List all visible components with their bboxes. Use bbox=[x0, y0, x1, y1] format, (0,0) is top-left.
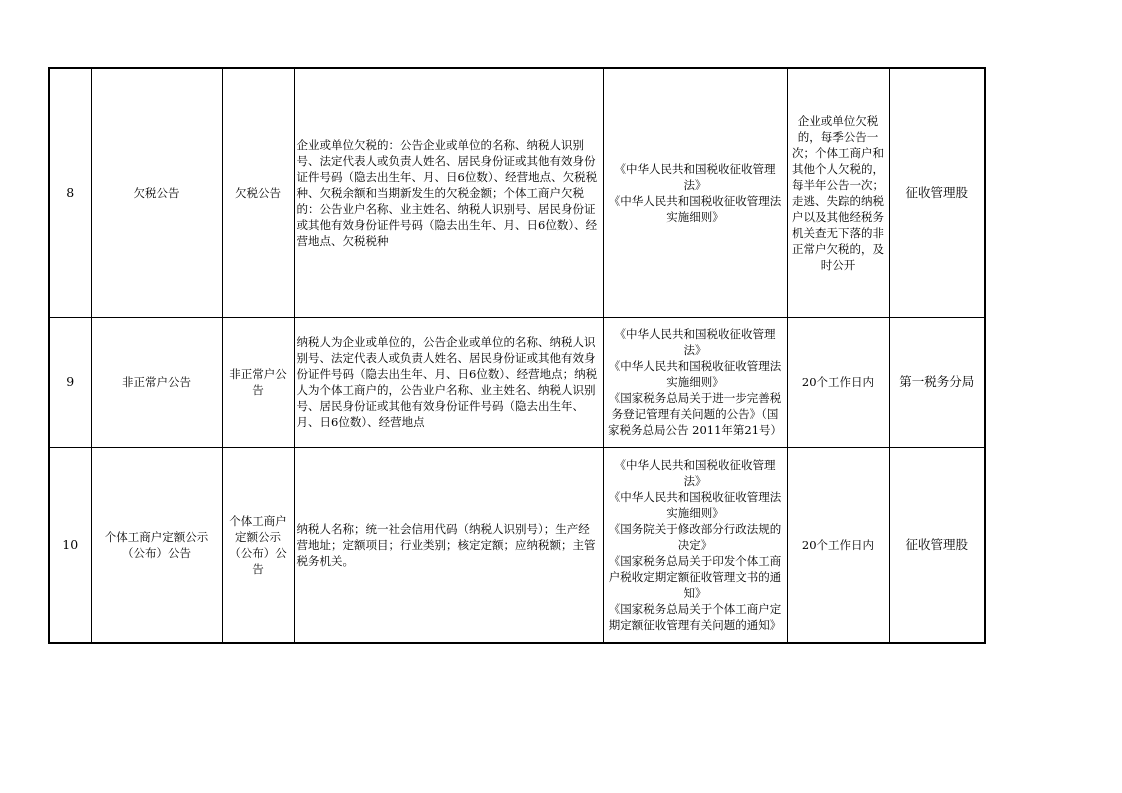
row-number: 9 bbox=[49, 317, 91, 447]
responsible-department: 征收管理股 bbox=[889, 68, 985, 317]
legal-basis-item: 《中华人民共和国税收征收管理法》 bbox=[614, 161, 776, 192]
subitem-name: 个体工商户定额公示（公布）公告 bbox=[222, 447, 294, 643]
disclosure-content: 纳税人名称；统一社会信用代码（纳税人识别号）；生产经营地址；定额项目；行业类别；核定定额；应纳税额；主管税务机关。 bbox=[294, 447, 603, 643]
table-row bbox=[49, 447, 985, 643]
item-name: 非正常户公告 bbox=[91, 317, 222, 447]
subitem-name: 欠税公告 bbox=[222, 68, 294, 317]
legal-basis-item: 《国家税务总局关于进一步完善税务登记管理有关问题的公告》（国家税务总局公告 2011年第21号） bbox=[607, 391, 783, 437]
legal-basis-item: 《国务院关于修改部分行政法规的决定》 bbox=[608, 521, 782, 552]
row-number: 10 bbox=[49, 447, 91, 643]
responsible-department: 第一税务分局 bbox=[889, 317, 985, 447]
subitem-name: 非正常户公告 bbox=[222, 317, 294, 447]
disclosure-timing: 20个工作日内 bbox=[787, 447, 889, 643]
legal-basis-item: 《中华人民共和国税收征收管理法实施细则》 bbox=[608, 359, 782, 389]
table-row bbox=[49, 68, 985, 317]
item-name: 个体工商户定额公示（公布）公告 bbox=[91, 447, 222, 643]
disclosure-content: 企业或单位欠税的：公告企业或单位的名称、纳税人识别号、法定代表人或负责人姓名、居民身份证或其他有效身份证件号码（隐去出生年、月、日6位数）、经营地点、欠税税种、欠税余额和当期新发生的欠税金额；个体工商户欠税的：公告业户名称、业主姓名、纳税人识别号、居民身份证或其他有效身份证件号码（隐去出生年、月、日6位数）、经营地点、欠税税种 bbox=[294, 68, 603, 317]
legal-basis-item: 《国家税务总局关于印发个体工商户税收定期定额征收管理文书的通知》 bbox=[608, 553, 782, 600]
responsible-department: 征收管理股 bbox=[889, 447, 985, 643]
legal-basis-item: 《中华人民共和国税收征收管理法》 bbox=[614, 457, 776, 488]
legal-basis-item: 《国家税务总局关于个体工商户定期定额征收管理有关问题的通知》 bbox=[608, 601, 782, 632]
disclosure-timing: 企业或单位欠税的，每季公告一次；个体工商户和其他个人欠税的，每半年公告一次；走逃、失踪的纳税户以及其他经税务机关查无下落的非正常户欠税的，及时公开 bbox=[787, 68, 889, 317]
disclosure-table bbox=[48, 67, 986, 644]
disclosure-content: 纳税人为企业或单位的，公告企业或单位的名称、纳税人识别号、法定代表人或负责人姓名、居民身份证或其他有效身份证件号码（隐去出生年、月、日6位数）、经营地点；纳税人为个体工商户的，公告业户名称、业主姓名、纳税人识别号、居民身份证或其他有效身份证件号码（隐去出生年、月、日6位数）、经营地点 bbox=[294, 317, 603, 447]
row-number: 8 bbox=[49, 68, 91, 317]
legal-basis bbox=[603, 68, 787, 317]
legal-basis bbox=[603, 317, 787, 447]
legal-basis-item: 《中华人民共和国税收征收管理法》 bbox=[614, 327, 776, 357]
disclosure-timing: 20个工作日内 bbox=[787, 317, 889, 447]
legal-basis bbox=[603, 447, 787, 643]
legal-basis-item: 《中华人民共和国税收征收管理法实施细则》 bbox=[608, 193, 782, 224]
item-name: 欠税公告 bbox=[91, 68, 222, 317]
table-row bbox=[49, 317, 985, 447]
legal-basis-item: 《中华人民共和国税收征收管理法实施细则》 bbox=[608, 489, 782, 520]
